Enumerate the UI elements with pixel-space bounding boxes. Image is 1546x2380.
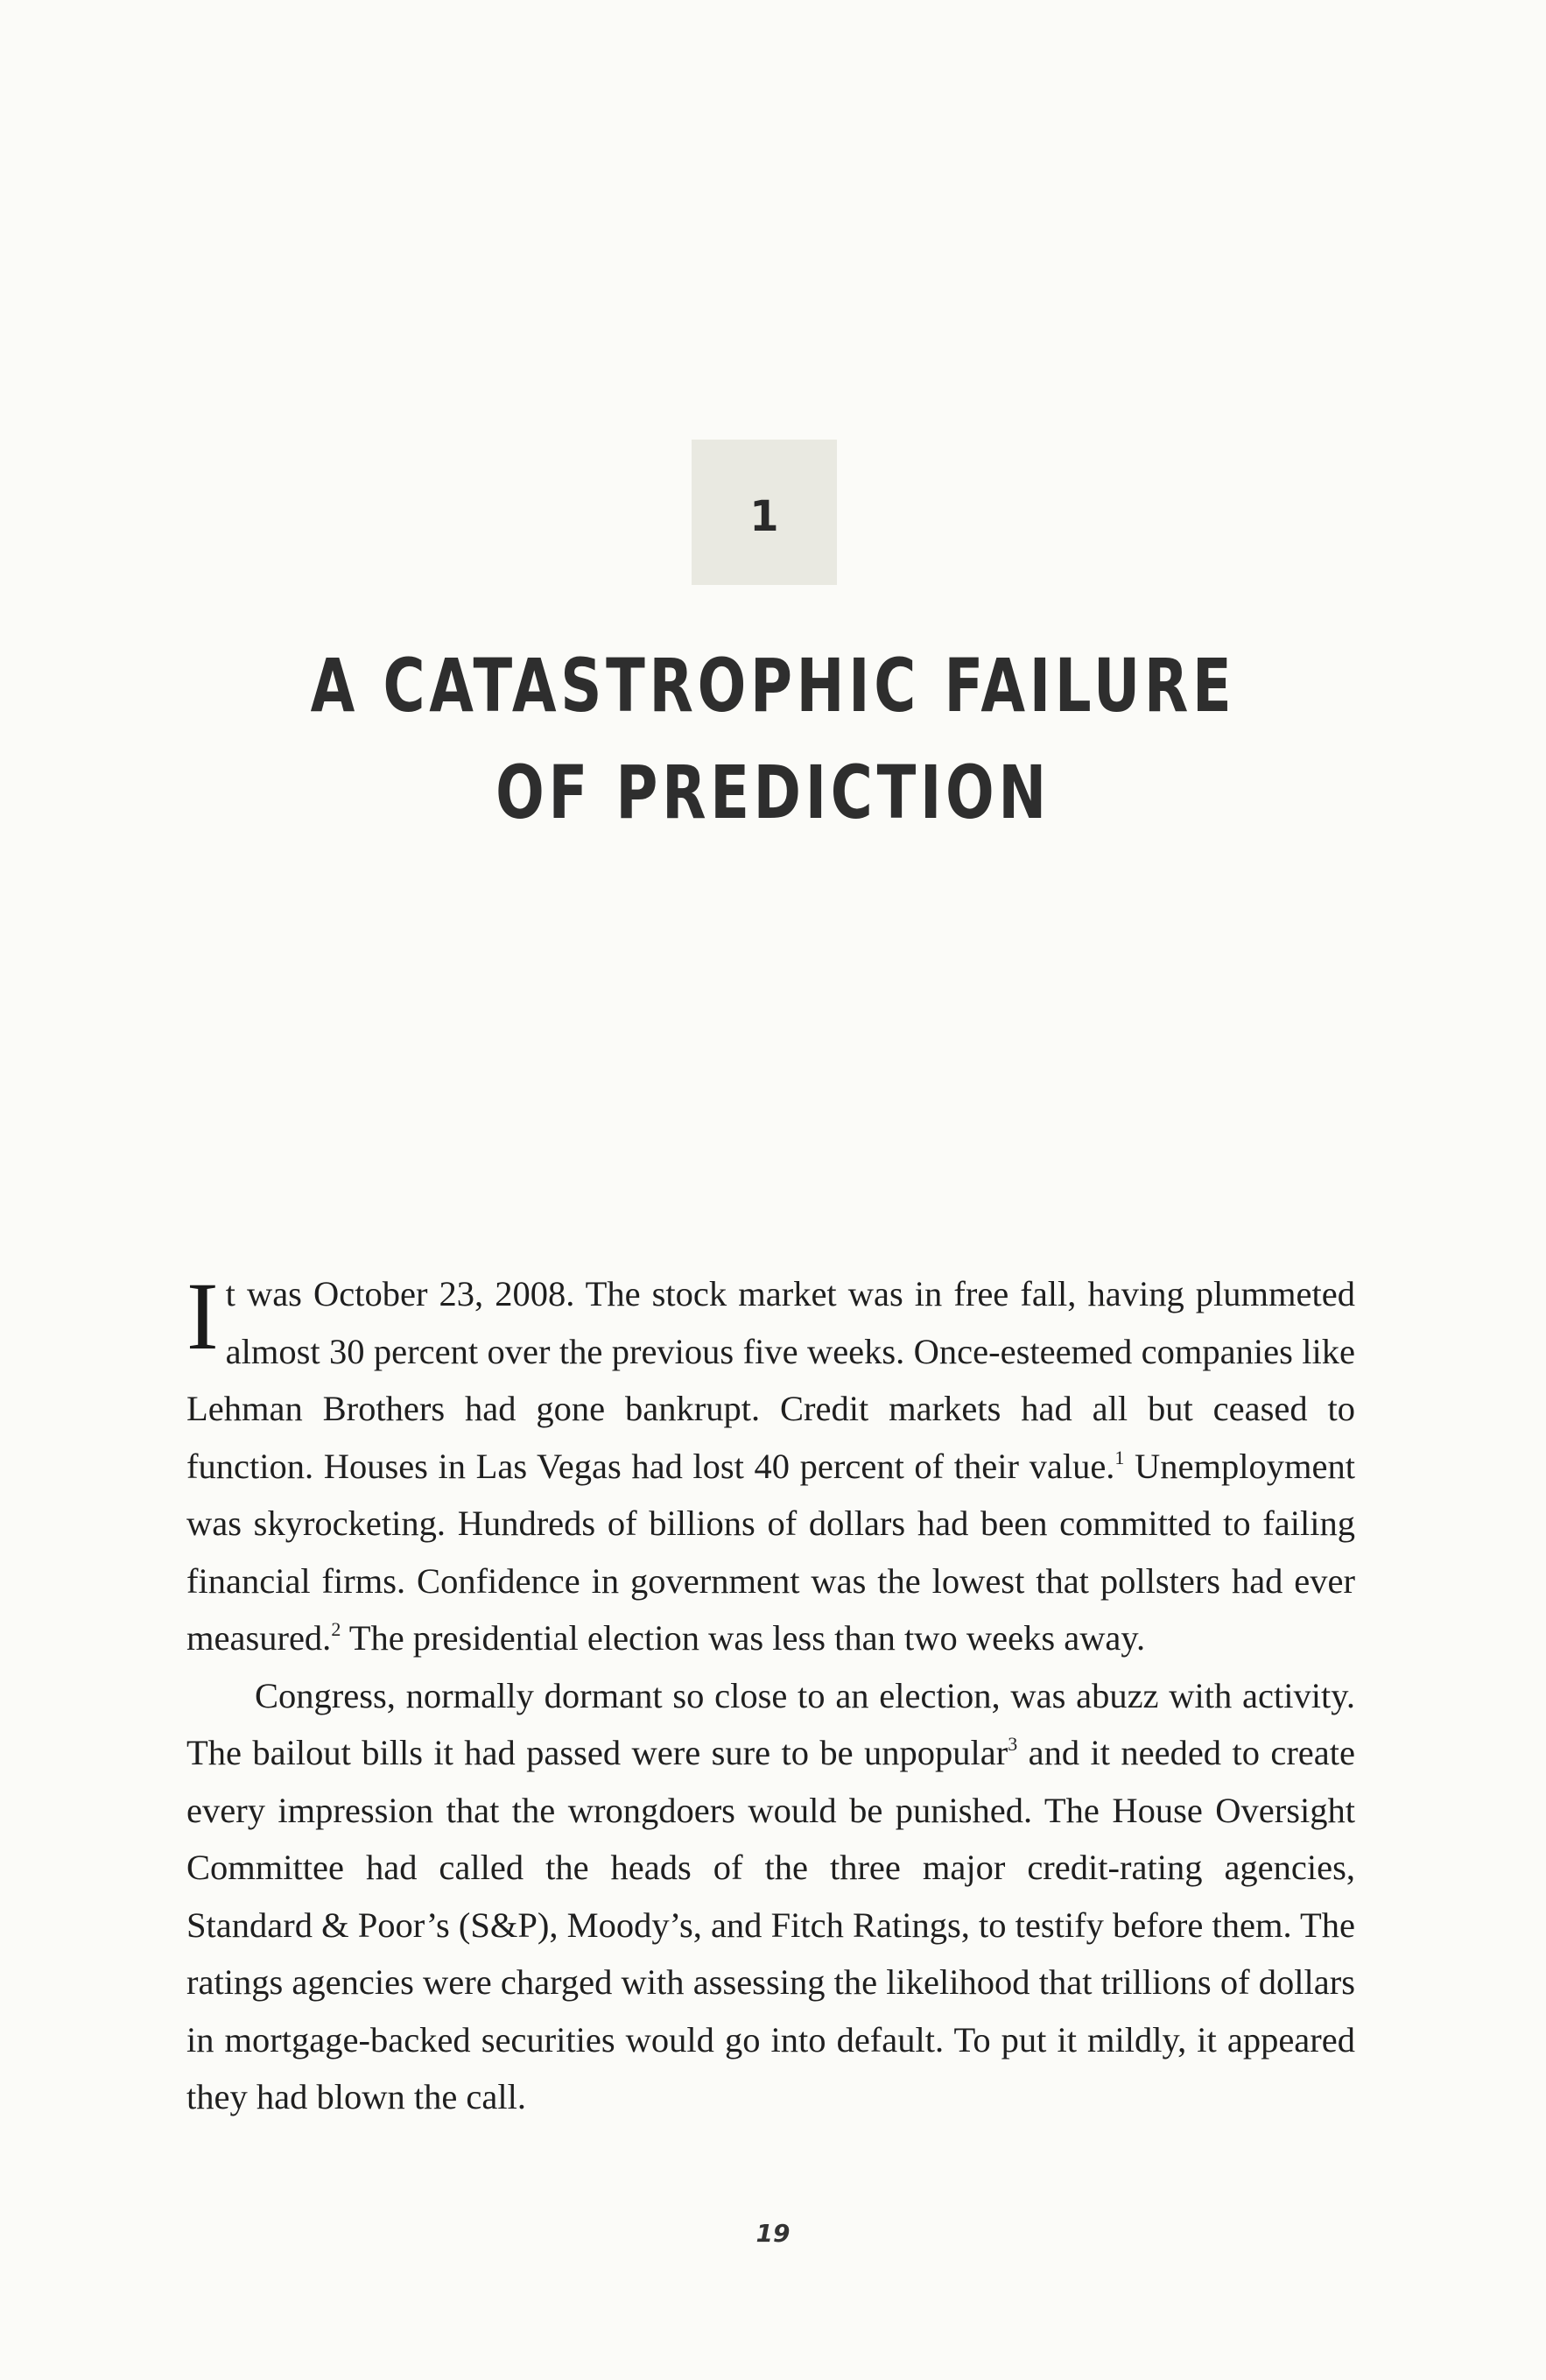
paragraph-2 (186, 1667, 1355, 2126)
paragraph-1-text-b: Unemployment was skyrocketing. Hundreds of billions of dollars had been committed to failing financial firms. Confidence in government was the lowest that pollsters had ever measured. (186, 1446, 1355, 1658)
paragraph-1 (186, 1265, 1355, 1667)
chapter-body (186, 1265, 1355, 2126)
paragraph-1-text-c: The presidential election was less than two weeks away. (341, 1618, 1146, 1658)
chapter-number: 1 (749, 492, 779, 541)
footnote-ref-2: 2 (331, 1618, 341, 1640)
paragraph-2-text-b: and it needed to create every impression that the wrongdoers would be punished. The House Oversight Committee had called the heads of the three major credit-rating agencies, Standard & Poor’s (S&P), Moody’s, and Fitch Ratings, to testify before them. The ratings agencies were charged with assessing the likelihood that trillions of dollars in mortgage-backed securities would go into default. To put it mildly, it appeared they had blown the call. (186, 1733, 1355, 2116)
chapter-title-line-2: OF PREDICTION (495, 750, 1051, 835)
chapter-number-box (692, 440, 837, 585)
page-number: 19 (755, 2219, 791, 2248)
chapter-title-line-1: A CATASTROPHIC FAILURE (310, 643, 1236, 729)
drop-cap: I (186, 1263, 219, 1370)
paragraph-1-text-a: t was October 23, 2008. The stock market was in free fall, having plummeted almost 30 percent over the previous five weeks. Once-esteemed companies like Lehman Brothers had gone bankrupt. Credit markets had all but ceased to function. Houses in Las Vegas had lost 40 percent of their value. (186, 1274, 1355, 1486)
footnote-ref-3: 3 (1008, 1733, 1018, 1755)
paragraph-2-text-a: Congress, normally dormant so close to an election, was abuzz with activity. The bailout bills it had passed were sure to be unpopular (186, 1675, 1355, 1772)
footnote-ref-1: 1 (1114, 1446, 1125, 1468)
chapter-title (170, 632, 1375, 846)
